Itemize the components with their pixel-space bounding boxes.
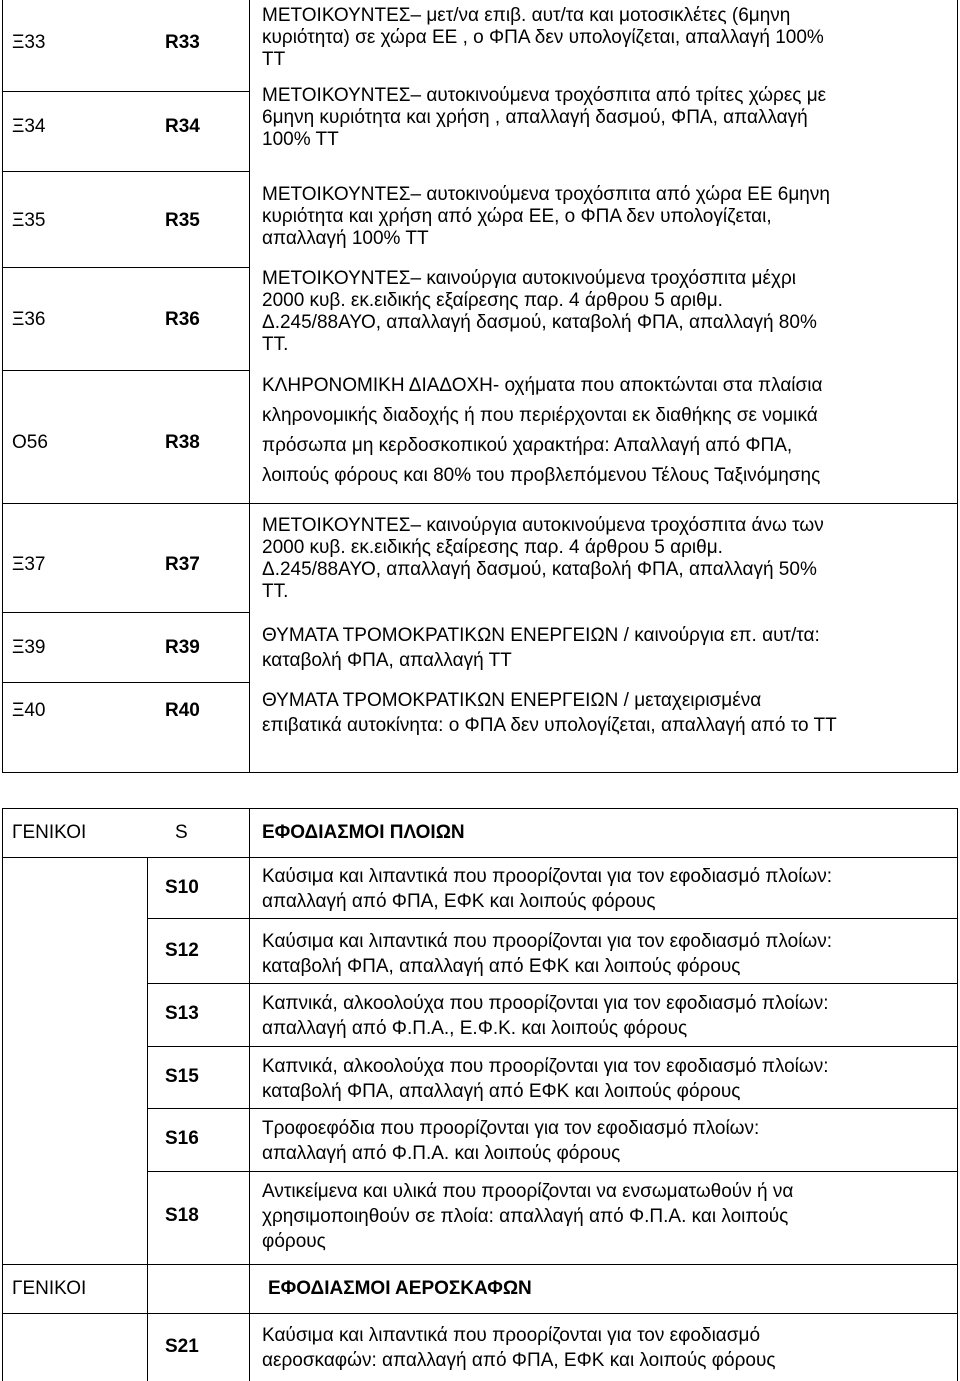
row-s-code: S12 <box>165 940 199 961</box>
row-description: Καύσιμα και λιπαντικά που προορίζονται για τον εφοδιασμό αεροσκαφών: απαλλαγή από ΦΠΑ, ΕΦΚ και λοιπούς φόρους <box>262 1325 776 1371</box>
row-xi-code: Ξ33 <box>12 32 46 53</box>
row-description: ΘΥΜΑΤΑ ΤΡΟΜΟΚΡΑΤΙΚΩΝ ΕΝΕΡΓΕΙΩΝ / καινούργια επ. αυτ/τα: καταβολή ΦΠΑ, απαλλαγή ΤΤ <box>262 625 820 671</box>
section-letter: S <box>175 822 188 843</box>
row-description: ΚΛΗΡΟΝΟΜΙΚΗ ΔΙΑΔΟΧΗ- οχήματα που αποκτώνται στα πλαίσια κληρονομικής διαδοχής ή που περιέρχονται εκ διαθήκης σε νομικά πρόσωπα μη κερδοσκοπικού χαρακτήρα: Απαλλαγή από ΦΠΑ, λοιπούς φόρους και 80% του προβλεπόμενου Τέλους Ταξινόμησης <box>262 375 823 486</box>
row-xi-code: Ξ36 <box>12 309 46 330</box>
row-separator <box>147 983 958 984</box>
row-description: ΜΕΤΟΙΚΟΥΝΤΕΣ– καινούργια αυτοκινούμενα τροχόσπιτα άνω των 2000 κυβ. εκ.ειδικής εξαίρεσης παρ. 4 άρθρου 5 αριθμ. Δ.245/88ΑΥΟ, απαλλαγή δασμού, καταβολή ΦΠΑ, απαλλαγή 50% ΤΤ. <box>262 515 824 602</box>
row-r-code: R39 <box>165 637 200 658</box>
section-title: ΕΦΟΔΙΑΣΜΟΙ ΠΛΟΙΩΝ <box>262 822 465 843</box>
row-separator <box>2 91 249 92</box>
table-divider <box>147 857 148 1381</box>
table-border-top <box>2 808 958 809</box>
table-border-left <box>2 0 3 772</box>
row-description: ΜΕΤΟΙΚΟΥΝΤΕΣ– καινούργια αυτοκινούμενα τροχόσπιτα μέχρι 2000 κυβ. εκ.ειδικής εξαίρεσης παρ. 4 άρθρου 5 αριθμ. Δ.245/88ΑΥΟ, απαλλαγή δασμού, καταβολή ΦΠΑ, απαλλαγή 80% ΤΤ. <box>262 268 817 355</box>
row-separator <box>2 857 958 858</box>
row-separator <box>2 171 249 172</box>
row-description: ΜΕΤΟΙΚΟΥΝΤΕΣ– αυτοκινούμενα τροχόσπιτα από τρίτες χώρες με 6μηνη κυριότητα και χρήση , απαλλαγή δασμού, ΦΠΑ, απαλλαγή 100% ΤΤ <box>262 85 827 150</box>
row-r-code: R36 <box>165 309 200 330</box>
row-s-code: S15 <box>165 1066 199 1087</box>
row-separator <box>2 682 249 683</box>
table-divider <box>249 0 250 772</box>
table-border-right <box>957 808 958 1381</box>
row-r-code: R35 <box>165 210 200 231</box>
row-separator <box>2 612 249 613</box>
row-description: Καύσιμα και λιπαντικά που προορίζονται για τον εφοδιασμό πλοίων: απαλλαγή από ΦΠΑ, ΕΦΚ και λοιπούς φόρους <box>262 866 833 912</box>
row-description: ΘΥΜΑΤΑ ΤΡΟΜΟΚΡΑΤΙΚΩΝ ΕΝΕΡΓΕΙΩΝ / μεταχειρισμένα επιβατικά αυτοκίνητα: ο ΦΠΑ δεν υπολογίζεται, απαλλαγή από το ΤΤ <box>262 690 837 736</box>
row-description: Καπνικά, αλκοολούχα που προορίζονται για τον εφοδιασμό πλοίων: καταβολή ΦΠΑ, απαλλαγή από ΕΦΚ και λοιπούς φόρους <box>262 1056 829 1102</box>
row-description: Καπνικά, αλκοολούχα που προορίζονται για τον εφοδιασμό πλοίων: απαλλαγή από Φ.Π.Α., Ε.Φ.Κ. και λοιπούς φόρους <box>262 993 829 1039</box>
row-separator <box>2 503 958 504</box>
row-r-code: R33 <box>165 32 200 53</box>
row-separator <box>147 1046 958 1047</box>
row-s-code: S21 <box>165 1336 199 1357</box>
section-title: ΕΦΟΔΙΑΣΜΟΙ ΑΕΡΟΣΚΑΦΩΝ <box>268 1278 532 1299</box>
row-separator <box>147 1108 958 1109</box>
row-description: Καύσιμα και λιπαντικά που προορίζονται για τον εφοδιασμό πλοίων: καταβολή ΦΠΑ, απαλλαγή από ΕΦΚ και λοιπούς φόρους <box>262 931 833 977</box>
row-separator <box>2 1313 958 1314</box>
group-label: ΓΕΝΙΚΟΙ <box>12 822 87 843</box>
table-border-right <box>957 0 958 772</box>
row-description: Τροφοεφόδια που προορίζονται για τον εφοδιασμό πλοίων: απαλλαγή από Φ.Π.Α. και λοιπούς φόρους <box>262 1118 760 1164</box>
row-separator <box>2 370 249 371</box>
row-s-code: S13 <box>165 1003 199 1024</box>
row-separator <box>147 1171 958 1172</box>
table-border-bottom <box>2 772 958 773</box>
row-xi-code: Ξ39 <box>12 637 46 658</box>
row-xi-code: Ξ34 <box>12 116 46 137</box>
row-r-code: R34 <box>165 116 200 137</box>
row-r-code: R38 <box>165 432 200 453</box>
row-xi-code: Ο56 <box>12 432 48 453</box>
row-s-code: S10 <box>165 877 199 898</box>
group-label: ΓΕΝΙΚΟΙ <box>12 1278 87 1299</box>
table-border-left <box>2 808 3 1381</box>
row-s-code: S18 <box>165 1205 199 1226</box>
row-xi-code: Ξ35 <box>12 210 46 231</box>
row-separator <box>2 1264 958 1265</box>
table-divider <box>249 808 250 1381</box>
row-xi-code: Ξ37 <box>12 554 46 575</box>
row-description: ΜΕΤΟΙΚΟΥΝΤΕΣ– αυτοκινούμενα τροχόσπιτα από χώρα ΕΕ 6μηνη κυριότητα και χρήση από χώρα ΕΕ, ο ΦΠΑ δεν υπολογίζεται, απαλλαγή 100% ΤΤ <box>262 184 830 249</box>
row-separator <box>2 267 249 268</box>
row-r-code: R40 <box>165 700 200 721</box>
row-description: ΜΕΤΟΙΚΟΥΝΤΕΣ– μετ/να επιβ. αυτ/τα και μοτοσικλέτες (6μηνη κυριότητα) σε χώρα ΕΕ , ο ΦΠΑ δεν υπολογίζεται, απαλλαγή 100% ΤΤ <box>262 5 824 70</box>
row-s-code: S16 <box>165 1128 199 1149</box>
row-xi-code: Ξ40 <box>12 700 46 721</box>
row-description: Αντικείμενα και υλικά που προορίζονται να ενσωματωθούν ή να χρησιμοποιηθούν σε πλοία: απαλλαγή από Φ.Π.Α. και λοιπούς φόρους <box>262 1181 794 1252</box>
row-r-code: R37 <box>165 554 200 575</box>
row-separator <box>147 918 958 919</box>
